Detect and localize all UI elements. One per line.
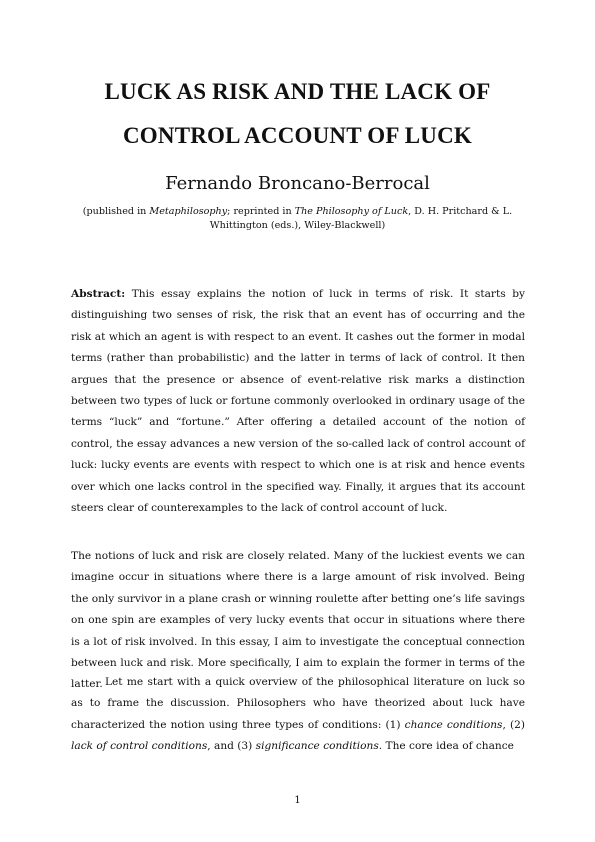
book-title: The Philosophy of Luck: [294, 206, 409, 217]
page-number: 1: [294, 795, 301, 806]
title-line-2: CONTROL ACCOUNT OF LUCK: [122, 123, 472, 148]
paragraph-2-start: Let me start with a quick overview of the philosophical literature on luck so as to frame the discussion. Philosophers who have theorized about luck have characterized the notion using three types of conditions: (1): [71, 676, 525, 731]
paragraph-2-end: . The core idea of chance: [378, 740, 514, 753]
publication-suffix: , D. H. Pritchard & L. Whittington (eds.), Wiley-Blackwell): [209, 206, 513, 231]
abstract: [71, 284, 525, 519]
term-chance-conditions: chance conditions: [404, 718, 503, 731]
paragraph-1-text: The notions of luck and risk are closely related. Many of the luckiest events we can imagine occur in situations where there is a large amount of risk involved. Being the only survivor in a plane crash or winning roulette after betting one’s life savings on one spin are examples of very lucky events that occur in situations where there is a lot of risk involved. In this essay, I aim to investigate the conceptual connection between luck and risk. More specifically, I aim to explain the former in terms of the latter.: [71, 550, 525, 691]
term-significance-conditions: significance conditions: [255, 740, 379, 753]
journal-name: Metaphilosophy: [149, 206, 228, 217]
paragraph-2-sep2: , and (3): [207, 740, 256, 753]
publication-mid: ; reprinted in: [227, 206, 295, 217]
abstract-text: This essay explains the notion of luck in terms of risk. It starts by distinguishing two senses of risk, the risk that an event has of occurring and the risk at which an agent is with respect to an event. It cashes out the former in modal terms (rather than probabilistic) and the latter in terms of lack of control. It then argues that the presence or absence of event-relative risk marks a distinction between two types of luck or fortune commonly overlooked in ordinary usage of the terms “luck” and “fortune.” After offering a detailed account of the notion of control, the essay advances a new version of the so-called lack of control account of luck: lucky events are events with respect to which one is at risk and hence events over which one lacks control in the specified way. Finally, it argues that its account steers clear of counterexamples to the lack of control account of luck.: [71, 288, 525, 515]
paper-title: [40, 70, 555, 158]
paragraph-2-sep1: , (2): [502, 718, 525, 731]
publication-prefix: (published in: [82, 206, 150, 217]
title-line-1: LUCK AS RISK AND THE LACK OF: [104, 79, 491, 104]
abstract-label: Abstract:: [71, 288, 126, 300]
author-name: Fernando Broncano-Berrocal: [165, 173, 430, 194]
publication-note: [80, 205, 515, 233]
body-paragraph-2: [71, 672, 525, 758]
term-lack-of-control-conditions: lack of control conditions: [71, 740, 208, 753]
